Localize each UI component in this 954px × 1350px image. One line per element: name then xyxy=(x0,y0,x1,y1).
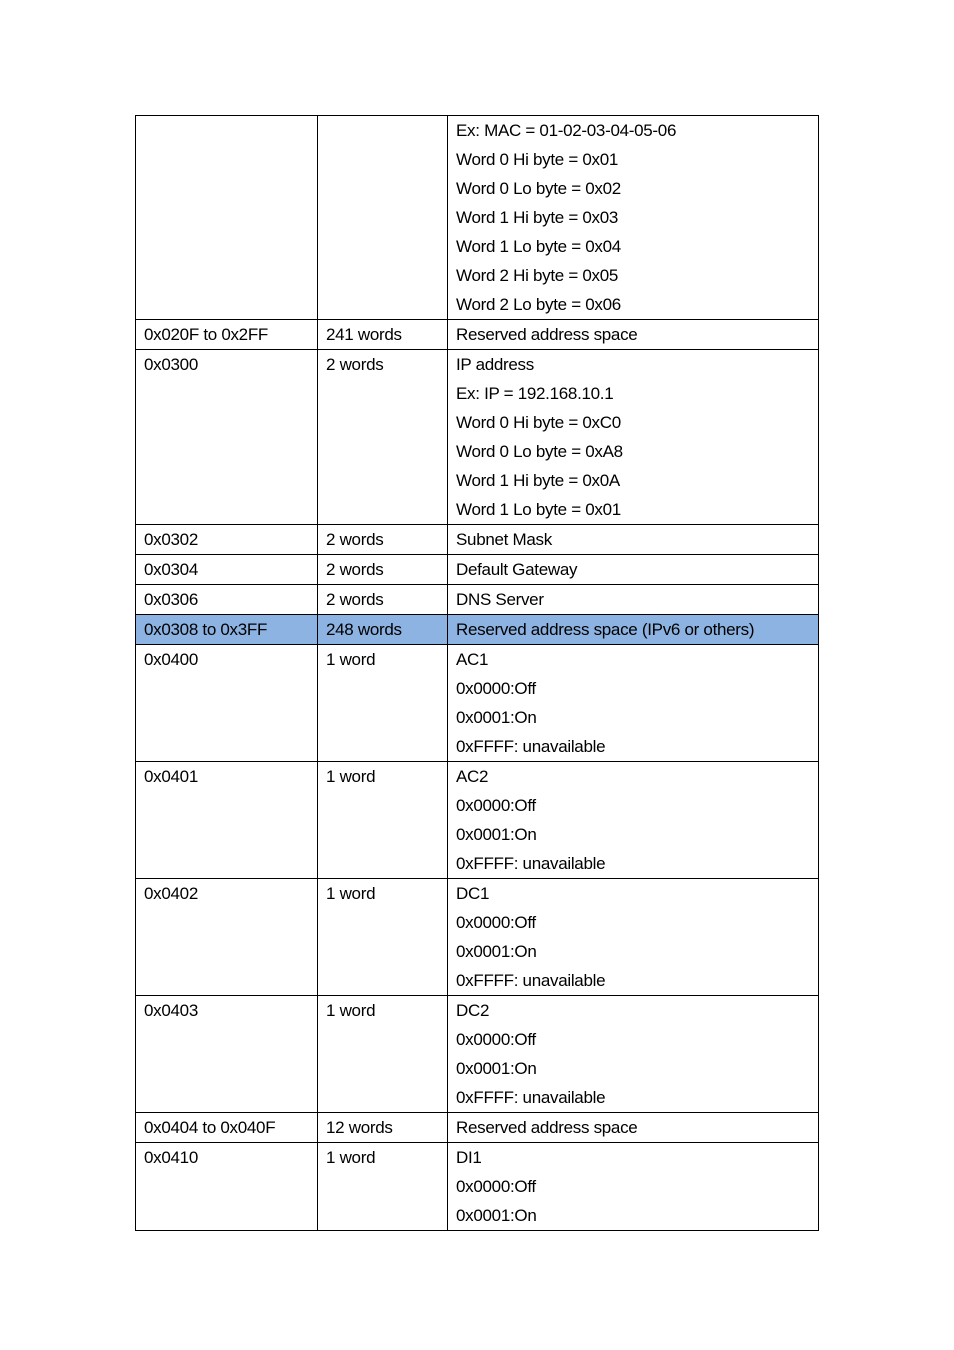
size-cell xyxy=(318,645,448,762)
register-map-body xyxy=(136,116,819,1231)
description-line: 0x0000:Off xyxy=(456,679,536,698)
table-row xyxy=(136,350,819,525)
description-line: Ex: IP = 192.168.10.1 xyxy=(456,384,614,403)
size-text: 2 words xyxy=(326,590,384,609)
size-cell xyxy=(318,615,448,645)
description-line: Reserved address space (IPv6 or others) xyxy=(456,620,755,639)
description-line: Word 0 Lo byte = 0x02 xyxy=(456,179,621,198)
address-text: 0x0302 xyxy=(144,530,198,549)
address-cell xyxy=(136,762,318,879)
address-cell xyxy=(136,615,318,645)
description-line: 0x0001:On xyxy=(456,825,537,844)
size-text: 2 words xyxy=(326,560,384,579)
description-line: Ex: MAC = 01-02-03-04-05-06 xyxy=(456,121,677,140)
address-text: 0x0306 xyxy=(144,590,198,609)
description-line: Word 0 Lo byte = 0xA8 xyxy=(456,442,623,461)
description-cell xyxy=(448,585,819,615)
address-cell xyxy=(136,350,318,525)
size-cell xyxy=(318,350,448,525)
description-line: 0x0001:On xyxy=(456,1206,537,1225)
size-text: 12 words xyxy=(326,1118,393,1137)
address-cell xyxy=(136,1143,318,1231)
description-line: 0x0001:On xyxy=(456,708,537,727)
description-line: DC2 xyxy=(456,1001,490,1020)
address-cell xyxy=(136,555,318,585)
table-row xyxy=(136,762,819,879)
description-cell xyxy=(448,1143,819,1231)
size-cell xyxy=(318,116,448,320)
size-cell xyxy=(318,879,448,996)
description-line: Default Gateway xyxy=(456,560,578,579)
address-cell xyxy=(136,645,318,762)
description-line: Word 1 Lo byte = 0x01 xyxy=(456,500,621,519)
description-line: DNS Server xyxy=(456,590,544,609)
table-row xyxy=(136,1113,819,1143)
size-text: 1 word xyxy=(326,1001,376,1020)
table-row xyxy=(136,555,819,585)
description-cell xyxy=(448,1113,819,1143)
size-text: 1 word xyxy=(326,767,376,786)
address-text: 0x0402 xyxy=(144,884,198,903)
description-line: Word 1 Lo byte = 0x04 xyxy=(456,237,621,256)
description-line: Reserved address space xyxy=(456,325,638,344)
size-cell xyxy=(318,762,448,879)
description-cell xyxy=(448,645,819,762)
address-text: 0x0304 xyxy=(144,560,198,579)
description-line: DI1 xyxy=(456,1148,482,1167)
description-line: 0xFFFF: unavailable xyxy=(456,854,606,873)
table-row xyxy=(136,116,819,320)
description-line: Reserved address space xyxy=(456,1118,638,1137)
table-row xyxy=(136,320,819,350)
description-line: 0xFFFF: unavailable xyxy=(456,737,606,756)
address-text: 0x020F to 0x2FF xyxy=(144,325,269,344)
size-text: 2 words xyxy=(326,530,384,549)
address-text: 0x0403 xyxy=(144,1001,198,1020)
address-text: 0x0308 to 0x3FF xyxy=(144,620,268,639)
description-cell xyxy=(448,879,819,996)
description-line: 0x0001:On xyxy=(456,1059,537,1078)
description-line: 0x0001:On xyxy=(456,942,537,961)
size-text: 1 word xyxy=(326,884,376,903)
description-cell xyxy=(448,555,819,585)
address-text: 0x0401 xyxy=(144,767,198,786)
table-row xyxy=(136,996,819,1113)
size-cell xyxy=(318,585,448,615)
table-row xyxy=(136,525,819,555)
description-line: 0x0000:Off xyxy=(456,1030,536,1049)
address-cell xyxy=(136,879,318,996)
address-cell xyxy=(136,585,318,615)
address-cell xyxy=(136,996,318,1113)
register-map-table xyxy=(135,115,819,1231)
description-line: Word 0 Hi byte = 0xC0 xyxy=(456,413,621,432)
description-line: AC1 xyxy=(456,650,489,669)
table-row xyxy=(136,879,819,996)
address-text: 0x0410 xyxy=(144,1148,198,1167)
size-text: 1 word xyxy=(326,1148,376,1167)
address-text xyxy=(144,116,309,145)
size-cell xyxy=(318,525,448,555)
description-cell xyxy=(448,320,819,350)
address-text: 0x0404 to 0x040F xyxy=(144,1118,276,1137)
address-text: 0x0300 xyxy=(144,355,198,374)
description-line: Word 2 Lo byte = 0x06 xyxy=(456,295,621,314)
size-cell xyxy=(318,1113,448,1143)
description-cell xyxy=(448,615,819,645)
address-cell xyxy=(136,320,318,350)
table-row xyxy=(136,585,819,615)
table-row xyxy=(136,645,819,762)
description-line: Word 0 Hi byte = 0x01 xyxy=(456,150,619,169)
description-line: IP address xyxy=(456,355,534,374)
description-line: Word 2 Hi byte = 0x05 xyxy=(456,266,619,285)
size-text: 1 word xyxy=(326,650,376,669)
description-line: 0x0000:Off xyxy=(456,913,536,932)
size-cell xyxy=(318,1143,448,1231)
address-cell xyxy=(136,525,318,555)
size-text: 241 words xyxy=(326,325,402,344)
size-text xyxy=(326,116,439,145)
description-line: Subnet Mask xyxy=(456,530,552,549)
description-line: DC1 xyxy=(456,884,490,903)
size-text: 2 words xyxy=(326,355,384,374)
address-text: 0x0400 xyxy=(144,650,198,669)
table-row xyxy=(136,1143,819,1231)
address-cell xyxy=(136,1113,318,1143)
size-cell xyxy=(318,555,448,585)
description-cell xyxy=(448,996,819,1113)
description-cell xyxy=(448,116,819,320)
size-text: 248 words xyxy=(326,620,402,639)
description-cell xyxy=(448,350,819,525)
description-cell xyxy=(448,525,819,555)
table-row xyxy=(136,615,819,645)
size-cell xyxy=(318,996,448,1113)
size-cell xyxy=(318,320,448,350)
description-line: Word 1 Hi byte = 0x03 xyxy=(456,208,619,227)
description-line: 0xFFFF: unavailable xyxy=(456,1088,606,1107)
address-cell xyxy=(136,116,318,320)
description-cell xyxy=(448,762,819,879)
description-line: 0x0000:Off xyxy=(456,796,536,815)
description-line: 0x0000:Off xyxy=(456,1177,536,1196)
description-line: 0xFFFF: unavailable xyxy=(456,971,606,990)
description-line: Word 1 Hi byte = 0x0A xyxy=(456,471,620,490)
description-line: AC2 xyxy=(456,767,489,786)
